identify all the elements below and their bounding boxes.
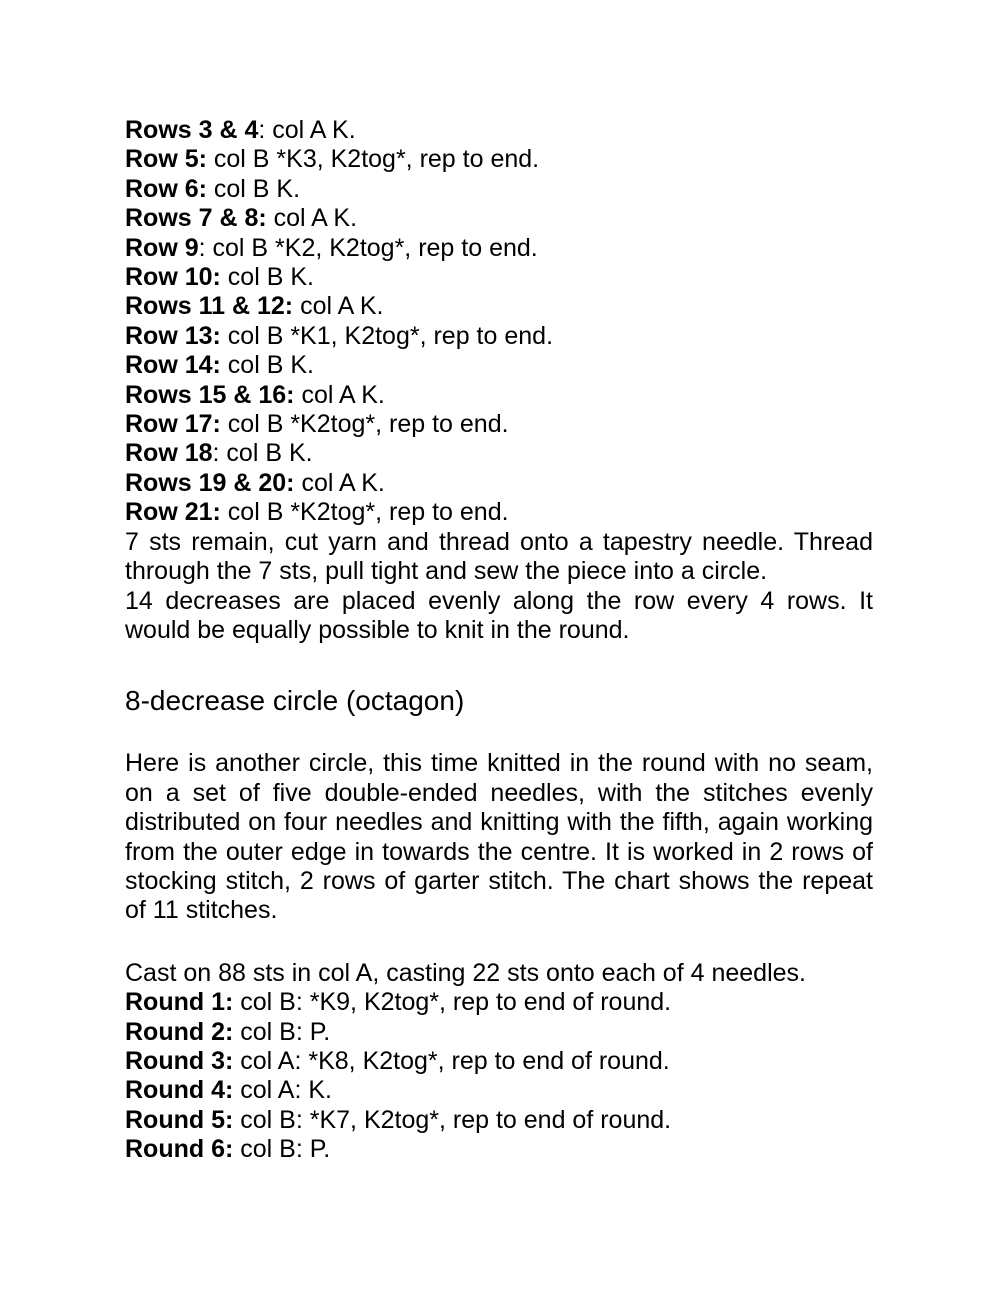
row-instruction — [125, 322, 873, 351]
row-text: : col B *K2, K2tog*, rep to end. — [198, 233, 538, 262]
row-label: Row 17: — [125, 410, 221, 439]
section-heading: 8-decrease circle (octagon) — [125, 685, 465, 717]
row-text: col A K. — [294, 468, 385, 497]
row-instruction — [125, 439, 873, 468]
round-label: Round 3: — [125, 1046, 234, 1075]
round-label: Round 5: — [125, 1105, 234, 1134]
row-instruction — [125, 263, 873, 292]
row-instruction — [125, 381, 873, 410]
row-instruction — [125, 498, 873, 527]
decrease-note-paragraph: 14 decreases are placed evenly along the row every 4 rows. It would be equally possible to knit in the round. — [125, 586, 873, 644]
row-label: Row 9 — [125, 233, 199, 262]
round-instruction — [125, 1135, 873, 1164]
row-text: col B K. — [220, 351, 314, 380]
row-label: Row 18 — [125, 439, 213, 468]
row-label: Rows 15 & 16: — [125, 380, 295, 409]
round-text: col A: *K8, K2tog*, rep to end of round. — [233, 1046, 670, 1075]
row-text: col A K. — [266, 204, 358, 233]
round-text: col B: *K7, K2tog*, rep to end of round. — [233, 1105, 672, 1134]
row-label: Rows 7 & 8: — [125, 204, 267, 233]
round-label: Round 4: — [125, 1076, 234, 1105]
row-label: Rows 19 & 20: — [125, 468, 295, 497]
round-label: Round 6: — [125, 1135, 234, 1164]
row-instructions-section — [125, 116, 873, 645]
row-text: col A K. — [294, 380, 385, 409]
octagon-intro-paragraph: Here is another circle, this time knitted in the round with no seam, on a set of five double-ended needles, with the stitches evenly distributed on four needles and knitting with the fifth, again working from the outer edge in towards the centre. It is worked in 2 rows of stocking stitch, 2 rows of garter stitch. The chart shows the repeat of 11 stitches. — [125, 749, 873, 925]
row-text: col B *K2tog*, rep to end. — [220, 498, 509, 527]
row-label: Row 13: — [125, 321, 221, 350]
round-instructions-section — [125, 959, 873, 1165]
round-instruction — [125, 988, 873, 1017]
row-instruction — [125, 292, 873, 321]
row-text: col B K. — [220, 263, 314, 292]
row-text: : col A K. — [258, 116, 356, 144]
row-text: col B *K1, K2tog*, rep to end. — [220, 321, 554, 350]
row-label: Row 10: — [125, 263, 221, 292]
row-text: col B K. — [206, 174, 301, 203]
round-label: Round 2: — [125, 1017, 234, 1046]
round-instruction — [125, 1018, 873, 1047]
row-instruction — [125, 469, 873, 498]
row-instruction — [125, 234, 873, 263]
cast-on-line: Cast on 88 sts in col A, casting 22 sts onto each of 4 needles. — [125, 958, 806, 987]
row-instruction — [125, 145, 873, 174]
round-text: col A: K. — [233, 1076, 332, 1105]
row-text: : col B K. — [212, 439, 313, 468]
row-text: col B *K2tog*, rep to end. — [220, 410, 509, 439]
finishing-paragraph: 7 sts remain, cut yarn and thread onto a tapestry needle. Thread through the 7 sts, pull tight and sew the piece into a circle. — [125, 527, 873, 586]
round-text: col B: P. — [233, 1135, 331, 1164]
row-label: Row 6: — [125, 174, 207, 203]
row-label: Rows 3 & 4 — [125, 116, 259, 144]
row-label: Rows 11 & 12: — [125, 292, 294, 321]
round-instruction — [125, 1106, 873, 1135]
row-instruction — [125, 410, 873, 439]
row-text: col B *K3, K2tog*, rep to end. — [206, 145, 540, 174]
row-instruction — [125, 204, 873, 233]
round-text: col B: P. — [233, 1017, 331, 1046]
round-instruction — [125, 1047, 873, 1076]
row-instruction — [125, 175, 873, 204]
round-label: Round 1: — [125, 988, 234, 1017]
row-label: Row 21: — [125, 498, 221, 527]
round-text: col B: *K9, K2tog*, rep to end of round. — [233, 988, 672, 1017]
row-label: Row 14: — [125, 351, 221, 380]
round-instruction — [125, 1076, 873, 1105]
row-instruction — [125, 351, 873, 380]
row-text: col A K. — [293, 292, 384, 321]
row-label: Row 5: — [125, 145, 207, 174]
row-instruction — [125, 116, 873, 145]
